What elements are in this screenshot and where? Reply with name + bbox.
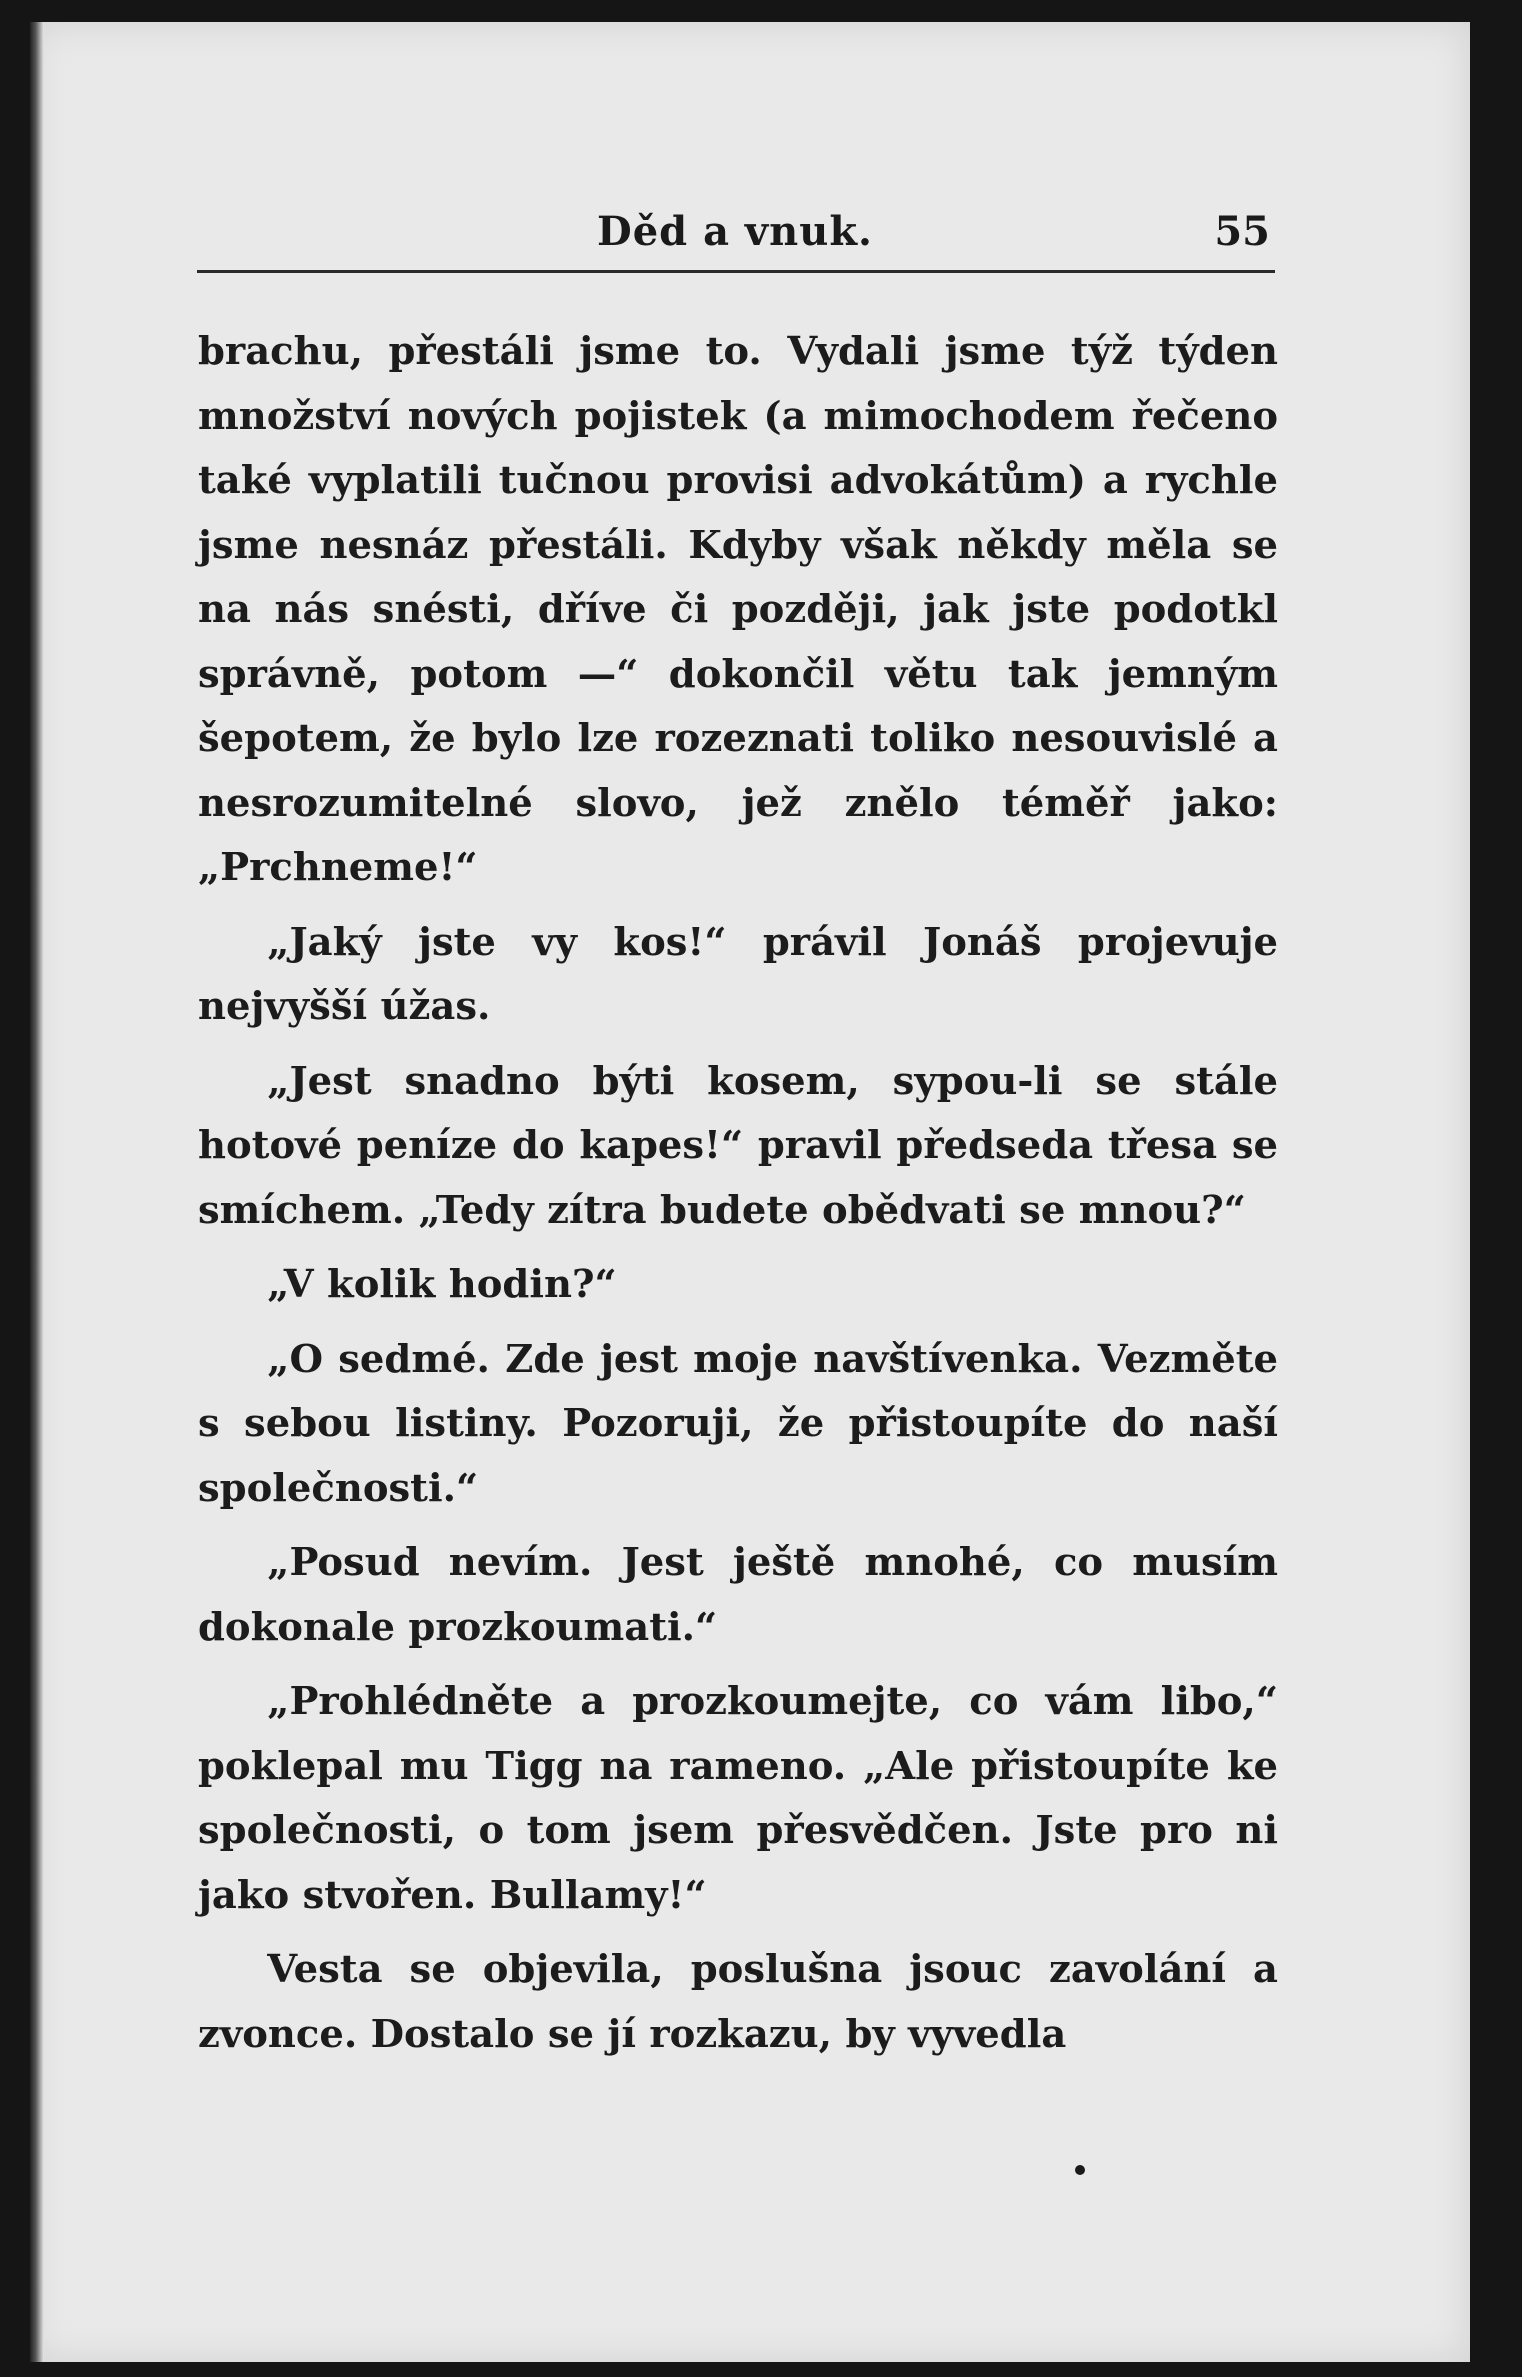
ink-speck [1075, 2165, 1085, 2175]
body-text [198, 320, 1278, 2077]
page-number: 55 [1214, 208, 1270, 255]
binding-edge [30, 22, 44, 2362]
paragraph: „Prohlédněte a prozkoumejte, co vám libo,“ poklepal mu Tigg na rameno. „Ale přistoupíte ke společnosti, o tom jsem přesvědčen. Jste pro ni jako stvořen. Bullamy!“ [198, 1679, 1278, 1918]
paragraph: „Jaký jste vy kos!“ právil Jonáš projevuje nejvyšší úžas. [198, 919, 1278, 1029]
paragraph: „Jest snadno býti kosem, sypou-li se stále hotové peníze do kapes!“ pravil předseda třesa se smíchem. „Tedy zítra budete obědvati se mnou?“ [198, 1058, 1278, 1233]
running-title: Děd a vnuk. [597, 208, 873, 255]
paragraph: „V kolik hodin?“ [267, 1262, 617, 1307]
paragraph: Vesta se objevila, poslušna jsouc zavolání a zvonce. Dostalo se jí rozkazu, by vyvedla [198, 1947, 1278, 2057]
header-rule [197, 270, 1275, 273]
page-header [200, 178, 1270, 258]
paragraph: „O sedmé. Zde jest moje navštívenka. Vezměte s sebou listiny. Pozoruji, že přistoupíte do naší společnosti.“ [198, 1336, 1278, 1511]
paragraph: brachu, přestáli jsme to. Vydali jsme týž týden množství nových pojistek (a mimochodem řečeno také vyplatili tučnou provisi advokátům) a rychle jsme nesnáz přestáli. Kdyby však někdy měla se na nás snésti, dříve či později, jak jste podotkl správně, potom —“ dokončil větu tak jemným šepotem, že bylo lze rozeznati toliko nesouvislé a nesrozumitelné slovo, jež znělo téměř jako: „Prchneme!“ [198, 329, 1278, 890]
paragraph: „Posud nevím. Jest ještě mnohé, co musím dokonale prozkoumati.“ [198, 1540, 1278, 1650]
